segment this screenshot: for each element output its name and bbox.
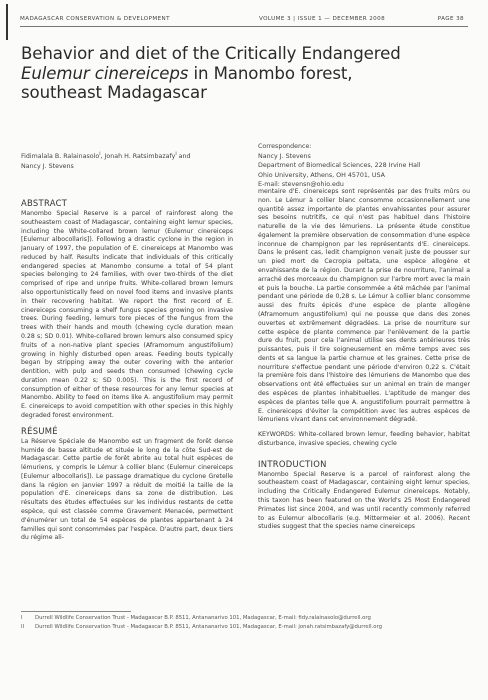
title-species: Eulemur cinereiceps	[21, 63, 189, 83]
footnote-1-mark: I	[21, 615, 23, 621]
footnote-2-mark: II	[21, 624, 25, 630]
header-rule	[20, 26, 468, 27]
title-line-2: in Manombo forest,	[188, 63, 353, 83]
page-number: PAGE 38	[437, 16, 464, 22]
introduction-heading: INTRODUCTION	[258, 458, 327, 469]
resume-continued: mentaire d'E. cinereiceps sont représentés par des fruits mûrs ou non. Le Lémur à collier blanc consomme occasionnellement une quantité assez importante de plantes envahissantes pour assurer ses besoins nutritifs, ce qui n'est pas habituel dans l'histoire naturelle de la vie des lémuriens. La présente étude constitue également la première observation de consommation d'une espèce inconnue de champignon par les représentants d'E. cinereiceps. Dans le présent cas, ledit champignon venait juste de pousser sur un pied mort de Cecropia peltata, une espèce allogène et envahissante de la région. Durant la prise de nourriture, l'animal a arraché des morceaux du champignon sur l'arbre mort avec la main et puis la bouche. La partie consommée a été mâchée par l'animal pendant une période de 0,28 s. Le Lémur à collier blanc consomme aussi des fruits épicés d'une espèce de plante allogène (Aframomum angustifolium) qui ne pousse que dans des zones ouvertes et extrêmement dégradées. La prise de nourriture sur cette espèce de plante commence par l'enlèvement de la partie dure du fruit, pour cela l'animal utilise ses dents antérieures très puissantes, puis il tire soigneusement en même temps avec ses dents et sa langue la partie charnue et les graines. Cette prise de nourriture s'effectue pendant une période d'environ 0,22 s. C'était la première fois dans l'histoire des lémuriens de Manombo que des observations ont été effectuées sur un animal en train de manger des espèces de plantes inhabituelles. L'aptitude de manger des espèces de plantes telle que A. angustifolium pourrait permettre à E. cinereiceps d'éviter la compétition avec les autres espèces de lémuriens vivant dans cet environnement dégradé.	[258, 188, 470, 424]
correspondence-dept: Department of Biomedical Sciences, 228 Irvine Hall	[258, 162, 421, 169]
author-2-mark: I	[175, 152, 177, 157]
running-header	[20, 16, 464, 22]
footnote-1-text: Durrell Wildlife Conservation Trust - Madagascar B.P. 8511, Antananarivo 101, Madagascar, E-mail: fidy.ralainasolo@durrell.org	[35, 615, 371, 621]
footnote-2	[21, 623, 471, 631]
footnote-1	[21, 614, 471, 622]
abstract-heading: ABSTRACT	[21, 198, 68, 208]
author-3: Nancy J. Stevens	[21, 162, 74, 170]
correspondence-univ: Ohio University, Athens, OH 45701, USA	[258, 171, 385, 179]
footnote-2-text: Durrell Wildlife Conservation Trust - Madagascar B.P. 8511, Antananarivo 101, Madagascar, E-mail: jonah.ratsimbazafy@durrell.org	[35, 624, 382, 630]
margin-rule	[6, 4, 8, 40]
introduction-text: Manombo Special Reserve is a parcel of rainforest along the southeastern coast of Madagascar, containing eight lemur species, including the Critically Endangered Eulemur cinereiceps. Notably, this taxon has been featured on the World's 25 Most Endangered Primates list since 2004, and was until recently commonly referred to as Eulemur albocollaris (e.g. Mittermeier et al. 2006). Recent studies suggest that the species name cinereiceps	[258, 470, 470, 531]
author-1: Fidimalala B. Ralainasolo	[21, 153, 100, 161]
abstract-text: Manombo Special Reserve is a parcel of rainforest along the southeastern coast of Madagascar, containing eight lemur species, including the White-collared brown lemur (Eulemur cinereiceps [Eulemur albocollaris]). Following a drastic cyclone in the region in January of 1997, the population of E. cinereiceps at Manombo was reduced by half. Results indicate that individuals of this critically endangered species at Manombo consume a total of 54 plant species belonging to 24 families, with over two-thirds of the diet comprised of ripe and unripe fruits. White-collared brown lemurs also opportunistically feed on novel food items and invasive plants in their recovering habitat. We report the first record of E. cinereiceps consuming a shelf fungus species growing on invasive trees. During feeding, lemurs tore pieces of the fungus from the trees with their hands and mouth (chewing cycle duration mean 0.28 s; SD 0.01). White-collared brown lemurs also consumed spicy fruits of a non-native plant species (Aframomum angustifolium) growing in highly disturbed open areas. Feeding bouts typically began by stripping away the outer covering with the anterior dentition, with pulp and seeds then consumed (chewing cycle duration mean 0.22 s; SD 0.005). This is the first record of consumption of either of these resources for any lemur species at Manombo. Ability to feed on items like A. angustifolium may permit E. cinereiceps to avoid competition with other species in this highly degraded forest environment.	[21, 210, 233, 419]
footnote-rule	[21, 611, 131, 612]
left-column	[21, 198, 233, 543]
article-title	[21, 44, 471, 103]
right-column	[258, 188, 470, 532]
issue-info: VOLUME 3 | ISSUE 1 — DECEMBER 2008	[259, 16, 386, 22]
journal-name: MADAGASCAR CONSERVATION & DEVELOPMENT	[20, 16, 170, 22]
keywords: KEYWORDS: White-collared brown lemur, feeding behavior, habitat disturbance, invasive species, chewing cycle	[258, 431, 470, 447]
author-and: and	[176, 153, 191, 161]
title-line-1: Behavior and diet of the Critically Endangered	[21, 44, 401, 63]
correspondence-name: Nancy J. Stevens	[258, 152, 311, 160]
title-line-3: southeast Madagascar	[21, 83, 207, 103]
author-2: , Jonah H. Ratsimbazafy	[100, 153, 176, 161]
author-1-mark: I	[99, 152, 101, 157]
correspondence-email: E-mail: stevensn@ohio.edu	[258, 181, 344, 188]
author-list	[21, 150, 221, 171]
resume-text: La Réserve Spéciale de Manombo est un fragment de forêt dense humide de basse altitude et située le long de la côte Sud-est de Madagascar. Cette partie de forêt abrite au total huit espèces de lémuriens, y compris le Lémur à collier blanc (Eulemur cinereiceps [Eulemur albocollaris]). Le passage dramatique du cyclone Gretelle dans la région en janvier 1997 a réduit de moitié la taille de la population d'E. cinereiceps dans sa zone de distribution. Les résultats des études effectuées sur les individus restants de cette espèce, qui est classée comme Gravement Menacée, permettent d'énumérer un total de 54 espèces de plantes appartenant à 24 familles qui sont consommées par l'espèce. D'autre part, deux tiers du régime ali-	[21, 437, 233, 542]
correspondence-label: Correspondence:	[258, 143, 312, 150]
correspondence-block	[258, 142, 468, 190]
resume-heading: RÉSUMÉ	[21, 425, 58, 436]
